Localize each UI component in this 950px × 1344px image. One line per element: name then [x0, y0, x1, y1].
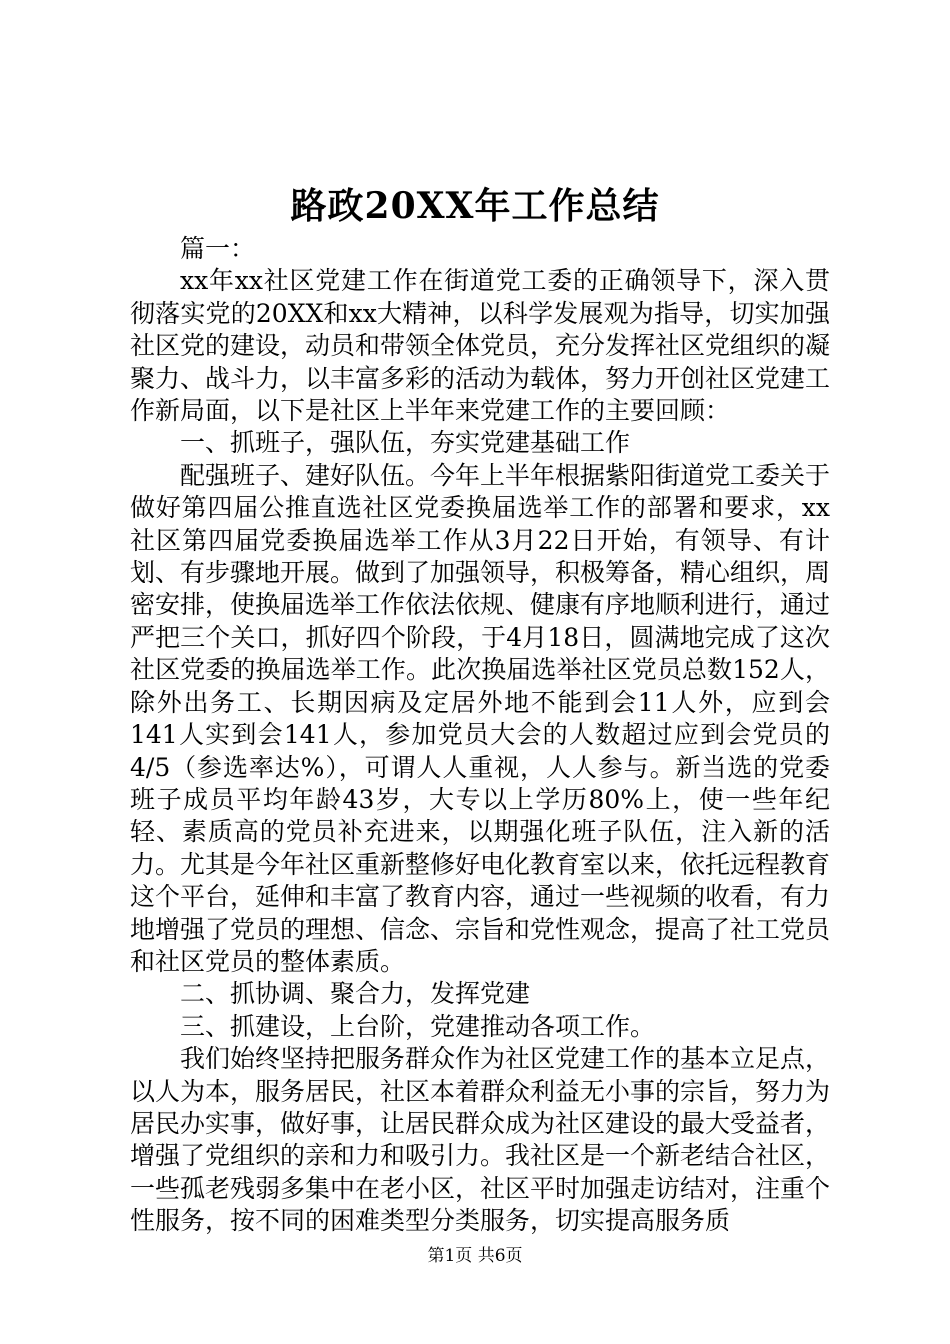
paragraph-section-label: 篇一： — [180, 234, 256, 263]
document-title: 路政20XX年工作总结 — [290, 185, 660, 227]
paragraph-service: 我们始终坚持把服务群众作为社区党建工作的基本立足点，以人为本，服务居民，社区本着群众利益无小事的宗旨，努力为居民办实事，做好事，让居民群众成为社区建设的最大受益者，增强了党组织的亲和力和吸引力。我社区是一个新老结合社区，一些孤老残弱多集中在老小区，社区平时加强走访结对，注重个性服务，按不同的困难类型分类服务，切实提高服务质 — [130, 1044, 831, 1236]
paragraph-team-building: 配强班子、建好队伍。今年上半年根据紫阳街道党工委关于做好第四届公推直选社区党委换届选举工作的部署和要求，xx社区第四届党委换届选举工作从3月22日开始，有领导、有计划、有步骤地开展。做到了加强领导，积极筹备，精心组织，周密安排，使换届选举工作依法依规、健康有序地顺利进行，通过严把三个关口，抓好四个阶段，于4月18日，圆满地完成了这次社区党委的换届选举工作。此次换届选举社区党员总数152人，除外出务工、长期因病及定居外地不能到会11人外，应到会141人实到会141人，参加党员大会的人数超过应到会党员的4/5（参选率达%），可谓人人重视，人人参与。新当选的党委班子成员平均年龄43岁，大专以上学历80%上，使一些年纪轻、素质高的党员补充进来，以期强化班子队伍，注入新的活力。尤其是今年社区重新整修好电化教育室以来，依托远程教育这个平台，延伸和丰富了教育内容，通过一些视频的收看，有力地增强了党员的理想、信念、宗旨和党性观念，提高了社工党员和社区党员的整体素质。 — [130, 460, 831, 976]
page-footer: 第1页 共6页 — [427, 1246, 523, 1266]
document-body — [130, 233, 830, 1238]
paragraph-heading-two: 二、抓协调、聚合力，发挥党建 — [180, 979, 531, 1009]
paragraph-heading-one: 一、抓班子，强队伍，夯实党建基础工作 — [180, 428, 631, 458]
paragraph-heading-three: 三、抓建设，上台阶，党建推动各项工作。 — [180, 1011, 656, 1041]
paragraph-intro: xx年xx社区党建工作在街道党工委的正确领导下，深入贯彻落实党的20XX和xx大精神，以科学发展观为指导，切实加强社区党的建设，动员和带领全体党员，充分发挥社区党组织的凝聚力、战斗力，以丰富多彩的活动为载体，努力开创社区党建工作新局面，以下是社区上半年来党建工作的主要回顾： — [130, 266, 831, 426]
